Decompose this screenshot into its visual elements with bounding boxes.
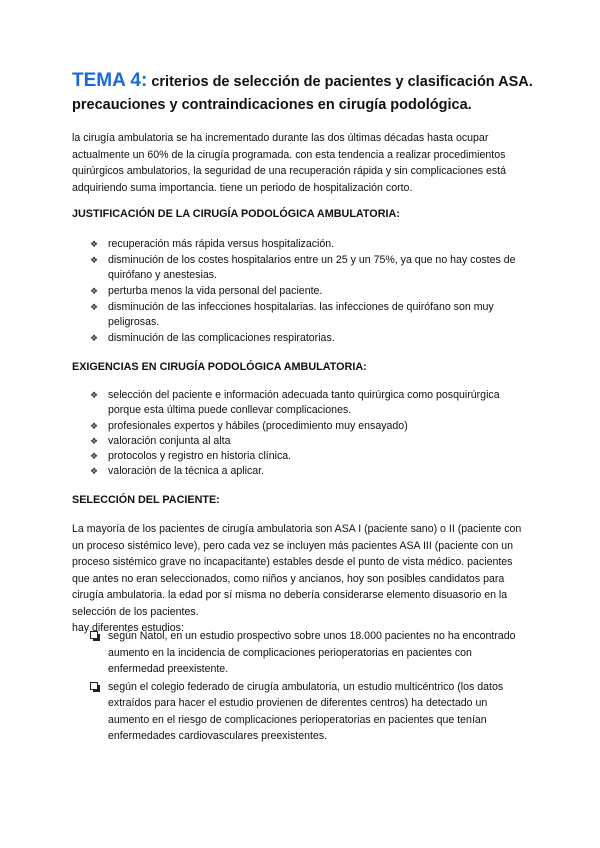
checkbox-bullet-icon	[90, 682, 98, 690]
tema-label: TEMA 4:	[72, 70, 148, 91]
list-item: ❖ perturba menos la vida personal del paciente.	[90, 285, 323, 297]
list-item: ❖ disminución de las complicaciones respiratorias.	[90, 332, 335, 344]
list-item: según el colegio federado de cirugía ambulatoria, un estudio multicéntrico (los datos extraídos para hacer el estudio provienen de diferentes centros) ha detectado un aumento en el riesgo de complicaciones perioperatorias en pacientes que tenían enfermedades cardiovasculares preexistentes.	[90, 679, 530, 745]
studies-list	[90, 628, 530, 745]
diamond-bullet-icon: ❖	[90, 421, 99, 431]
intro-paragraph: la cirugía ambulatoria se ha incrementado durante las dos últimas décadas hasta ocupar actualmente un 60% de la cirugía programada. con esta tendencia a realizar procedimientos quirúrgicos ambulatorios, la seguridad de una recuperación rápida y sin complicaciones está adquiriendo suma importancia. tiene un periodo de hospitalización corto.	[72, 132, 506, 194]
diamond-bullet-icon: ❖	[90, 255, 99, 265]
list-item: ❖ selección del paciente e información adecuada tanto quirúrgica como posquirúrgica porque esta última puede conllevar complicaciones.	[90, 389, 500, 416]
list-item: ❖ protocolos y registro en historia clínica.	[90, 450, 292, 462]
list-item: ❖ valoración de la técnica a aplicar.	[90, 465, 265, 477]
section-heading-seleccion: SELECCIÓN DEL PACIENTE:	[72, 494, 220, 506]
seleccion-paragraph: La mayoría de los pacientes de cirugía ambulatoria son ASA I (paciente sano) o II (paciente con un proceso sistémico leve), pero cada vez se incluyen más pacientes ASA III (paciente con un proceso sistémico grave no incapacitante) estables desde el punto de vista médico. pacientes que antes no eran seleccionados, como niños y ancianos, hoy son posibles candidatos para cirugía ambulatoria. la edad por sí misma no debería considerarse elemento disuasorio en la selección de los pacientes. hay diferentes estudios:	[72, 521, 532, 637]
checkbox-bullet-icon	[90, 631, 98, 639]
list-item: ❖ disminución de las infecciones hospitalarias. las infecciones de quirófano son muy peligrosas.	[90, 301, 494, 328]
list-item: según Natol, en un estudio prospectivo sobre unos 18.000 pacientes no ha encontrado aumento en la incidencia de complicaciones perioperatorias en pacientes con enfermedad preexistente.	[90, 628, 530, 678]
diamond-bullet-icon: ❖	[90, 239, 99, 249]
diamond-bullet-icon: ❖	[90, 436, 99, 446]
diamond-bullet-icon: ❖	[90, 451, 99, 461]
studies-intro: hay diferentes estudios:	[72, 622, 184, 634]
section-heading-justificacion: JUSTIFICACIÓN DE LA CIRUGÍA PODOLÓGICA AMBULATORIA:	[72, 208, 400, 220]
diamond-bullet-icon: ❖	[90, 286, 99, 296]
page-title	[72, 72, 542, 114]
exigencias-list	[90, 388, 530, 479]
diamond-bullet-icon: ❖	[90, 390, 99, 400]
title-line1-text: criterios de selección de pacientes y clasificación ASA.	[151, 74, 533, 90]
list-item: ❖ valoración conjunta al alta	[90, 435, 231, 447]
diamond-bullet-icon: ❖	[90, 333, 99, 343]
list-item: ❖ profesionales expertos y hábiles (procedimiento muy ensayado)	[90, 420, 408, 432]
list-item: ❖ disminución de los costes hospitalarios entre un 25 y un 75%, ya que no hay costes de quirófano y anestesias.	[90, 254, 516, 281]
diamond-bullet-icon: ❖	[90, 466, 99, 476]
justificacion-list	[90, 237, 530, 346]
list-item: ❖ recuperación más rápida versus hospitalización.	[90, 238, 335, 250]
diamond-bullet-icon: ❖	[90, 302, 99, 312]
title-line2-text: precauciones y contraindicaciones en cirugía podológica.	[72, 97, 472, 113]
section-heading-exigencias: EXIGENCIAS EN CIRUGÍA PODOLÓGICA AMBULATORIA:	[72, 361, 367, 373]
